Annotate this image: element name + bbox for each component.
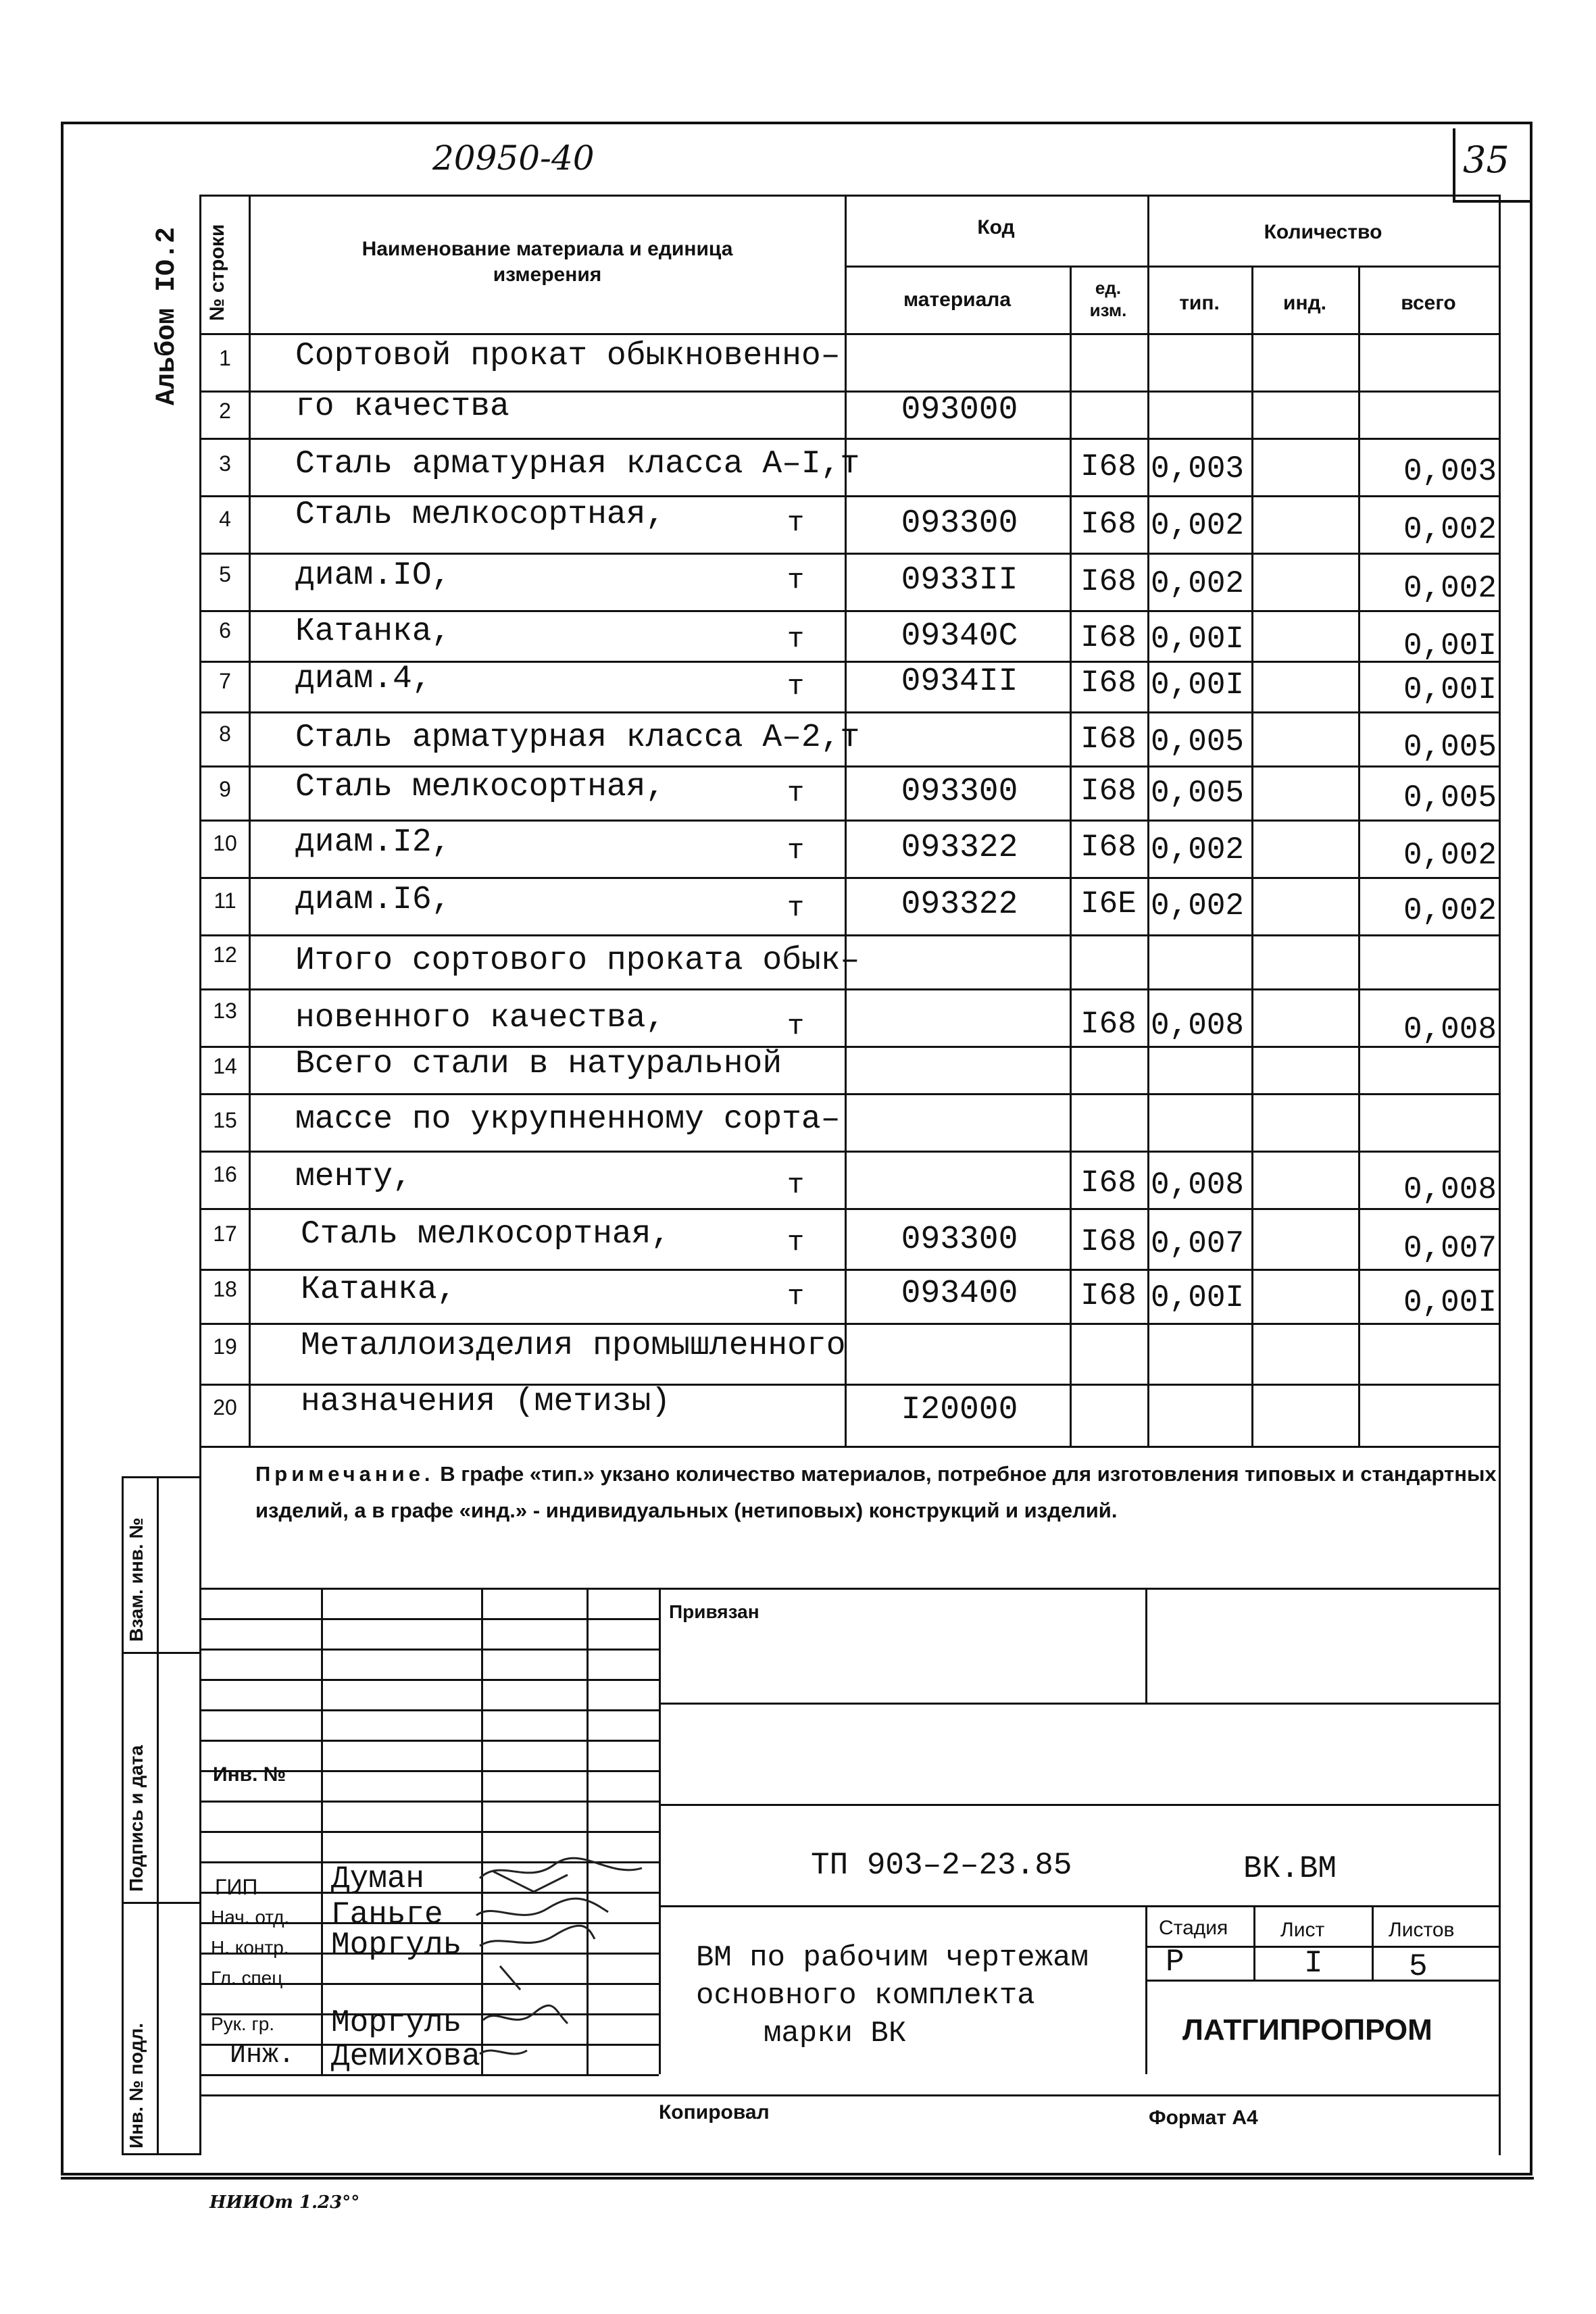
page-number: 35	[1463, 139, 1510, 181]
stamp-title	[696, 1939, 1089, 2053]
role-nach-otd: Нач. отд.	[211, 1907, 290, 1928]
name-gip: Думан	[331, 1861, 425, 1896]
col-row-no: № строки	[206, 224, 228, 321]
bottom-rule	[61, 2177, 1534, 2180]
format-label: Формат А4	[1149, 2107, 1258, 2129]
inv-no-label: Инв. №	[213, 1763, 286, 1786]
sheets-value: 5	[1409, 1949, 1428, 1984]
sheets-label: Листов	[1389, 1919, 1455, 1941]
name-n-kontr: Моргуль	[331, 1928, 462, 1963]
col-name: Наименование материала и единица измерения	[361, 238, 733, 286]
col-code: Код	[977, 216, 1015, 238]
title-line-2: основного комплекта	[696, 1979, 1035, 2013]
album-label: Альбом IO.2	[152, 226, 182, 405]
stage-label: Стадия	[1159, 1917, 1228, 1939]
doc-number: 20950-40	[432, 139, 595, 178]
title-line-3: марки ВК	[764, 2017, 907, 2051]
note-text: В графе «тип.» укзано количество материалов, потребное для изготовления типовых и стандартных изделий, а в графе «инд.» - индивидуальных (нетиповых) конструкций и изделий.	[255, 1462, 1497, 1522]
role-gl-spec: Гл. спец	[211, 1967, 283, 1988]
col-qty: Количество	[1264, 221, 1382, 243]
stage-value: Р	[1166, 1944, 1184, 1980]
name-nach-otd: Ганьге	[331, 1897, 443, 1932]
role-ruk-gr: Рук. гр.	[211, 2013, 275, 2034]
col-code-material: материала	[903, 288, 1012, 311]
project-code: ТП 903–2–23.85	[811, 1848, 1072, 1883]
org-name: ЛАТГИПРОПРОМ	[1182, 2013, 1432, 2046]
role-n-kontr: Н. контр.	[211, 1937, 289, 1958]
title-line-1: ВМ по рабочим чертежам	[696, 1941, 1089, 1975]
copied-label: Копировал	[659, 2101, 770, 2123]
sheet-value: I	[1304, 1946, 1323, 1981]
col-code-unit: ед. изм.	[1089, 278, 1127, 320]
privyazan-label: Привязан	[669, 1601, 759, 1622]
col-qty-tip: тип.	[1179, 292, 1220, 314]
name-inzh: Демихова	[331, 2039, 480, 2074]
side-inv-podl: Инв. № подл.	[126, 2023, 147, 2148]
stamp-mark: НИИОт 1.23°°	[209, 2192, 360, 2213]
note	[255, 1456, 1505, 1529]
role-inzh: Инж.	[230, 2040, 295, 2071]
sheet-label: Лист	[1280, 1919, 1325, 1941]
name-ruk-gr: Моргуль	[331, 2005, 462, 2040]
mark-code: ВК.ВМ	[1243, 1851, 1337, 1886]
signature-marks	[473, 1851, 662, 2094]
side-vzam: Взам. инв. №	[126, 1517, 147, 1642]
side-podpis: Подпись и дата	[126, 1745, 147, 1892]
note-label: Примечание.	[255, 1462, 434, 1486]
col-qty-total: всего	[1401, 292, 1456, 314]
col-qty-ind: инд.	[1283, 292, 1326, 314]
role-gip: ГИП	[215, 1875, 258, 1899]
